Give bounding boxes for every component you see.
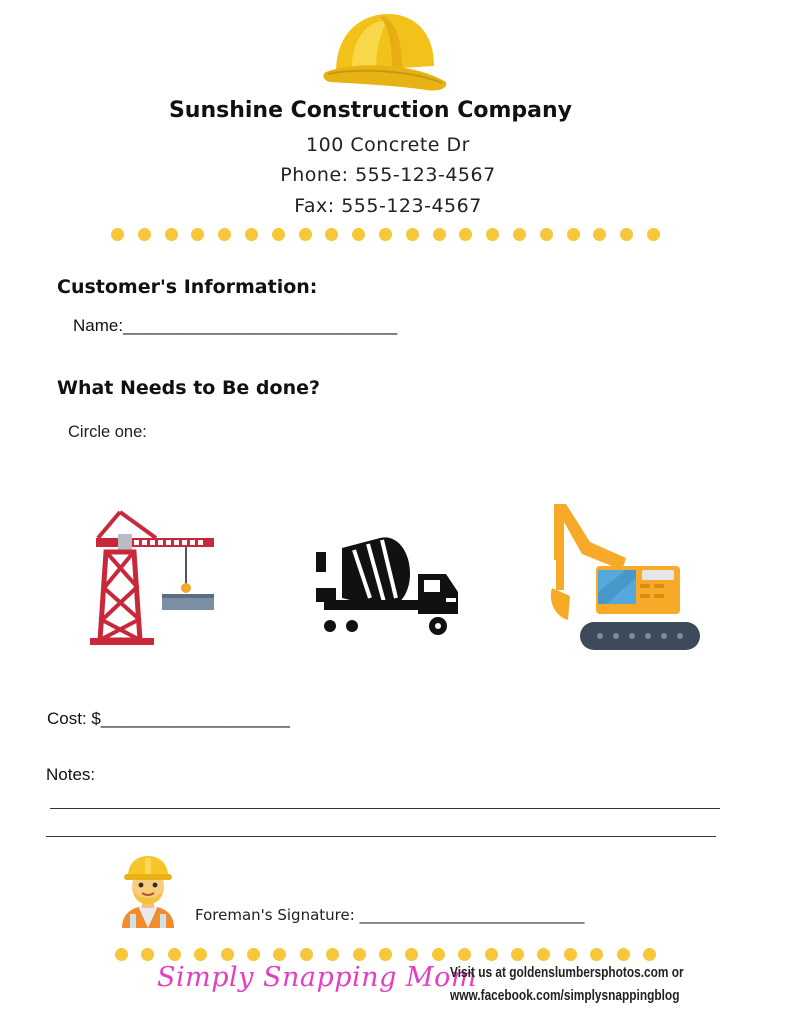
name-field: Name:_____________________________ [73, 316, 398, 335]
divider-dot [617, 948, 630, 961]
divider-dot [405, 948, 418, 961]
divider-dot [111, 228, 124, 241]
divider-dot [459, 228, 472, 241]
divider-dot [221, 948, 234, 961]
tower-crane-icon [86, 510, 218, 646]
divider-dot [540, 228, 553, 241]
divider-dot [458, 948, 471, 961]
cost-field: Cost: $____________________ [47, 709, 290, 728]
visit-website-text: Visit us at goldenslumbersphotos.com or [450, 965, 684, 981]
construction-worker-icon [116, 854, 180, 932]
divider-dot [432, 948, 445, 961]
divider-dot [245, 228, 258, 241]
divider-dot [300, 948, 313, 961]
divider-dot [485, 948, 498, 961]
divider-dot [379, 948, 392, 961]
divider-dot [325, 228, 338, 241]
divider-dot [191, 228, 204, 241]
company-fax: Fax: 555-123-4567 [294, 195, 482, 217]
divider-dot [590, 948, 603, 961]
divider-dot [165, 228, 178, 241]
excavator-icon [544, 500, 700, 656]
divider-dot [115, 948, 128, 961]
notes-line [50, 808, 720, 809]
foreman-signature-field: Foreman's Signature: ______________________________ [195, 906, 585, 924]
divider-dot [643, 948, 656, 961]
cement-mixer-truck-icon [314, 536, 460, 640]
divider-dot [326, 948, 339, 961]
divider-dot [299, 228, 312, 241]
facebook-url-text: www.facebook.com/simplysnappingblog [450, 988, 680, 1004]
divider-dot [647, 228, 660, 241]
divider-dot [247, 948, 260, 961]
divider-dot [273, 948, 286, 961]
divider-dot [486, 228, 499, 241]
divider-dot [593, 228, 606, 241]
company-address: 100 Concrete Dr [306, 134, 470, 156]
notes-label: Notes: [46, 765, 96, 784]
divider-dot [218, 228, 231, 241]
divider-dot [433, 228, 446, 241]
dotted-divider-bottom [115, 948, 675, 962]
circle-one-instruction: Circle one: [68, 423, 147, 441]
customer-info-heading: Customer's Information: [57, 276, 318, 298]
company-phone: Phone: 555-123-4567 [280, 164, 496, 186]
divider-dot [537, 948, 550, 961]
divider-dot [352, 228, 365, 241]
divider-dot [379, 228, 392, 241]
notes-line [46, 836, 716, 837]
divider-dot [194, 948, 207, 961]
divider-dot [406, 228, 419, 241]
divider-dot [620, 228, 633, 241]
job-heading: What Needs to Be done? [57, 377, 321, 399]
divider-dot [567, 228, 580, 241]
divider-dot [141, 948, 154, 961]
company-name: Sunshine Construction Company [168, 98, 573, 123]
divider-dot [513, 228, 526, 241]
divider-dot [511, 948, 524, 961]
divider-dot [353, 948, 366, 961]
dotted-divider-top [111, 228, 671, 242]
divider-dot [168, 948, 181, 961]
divider-dot [564, 948, 577, 961]
divider-dot [138, 228, 151, 241]
hard-hat-icon [322, 10, 450, 94]
brand-logo-text: Simply Snapping Mom [157, 962, 477, 993]
divider-dot [272, 228, 285, 241]
